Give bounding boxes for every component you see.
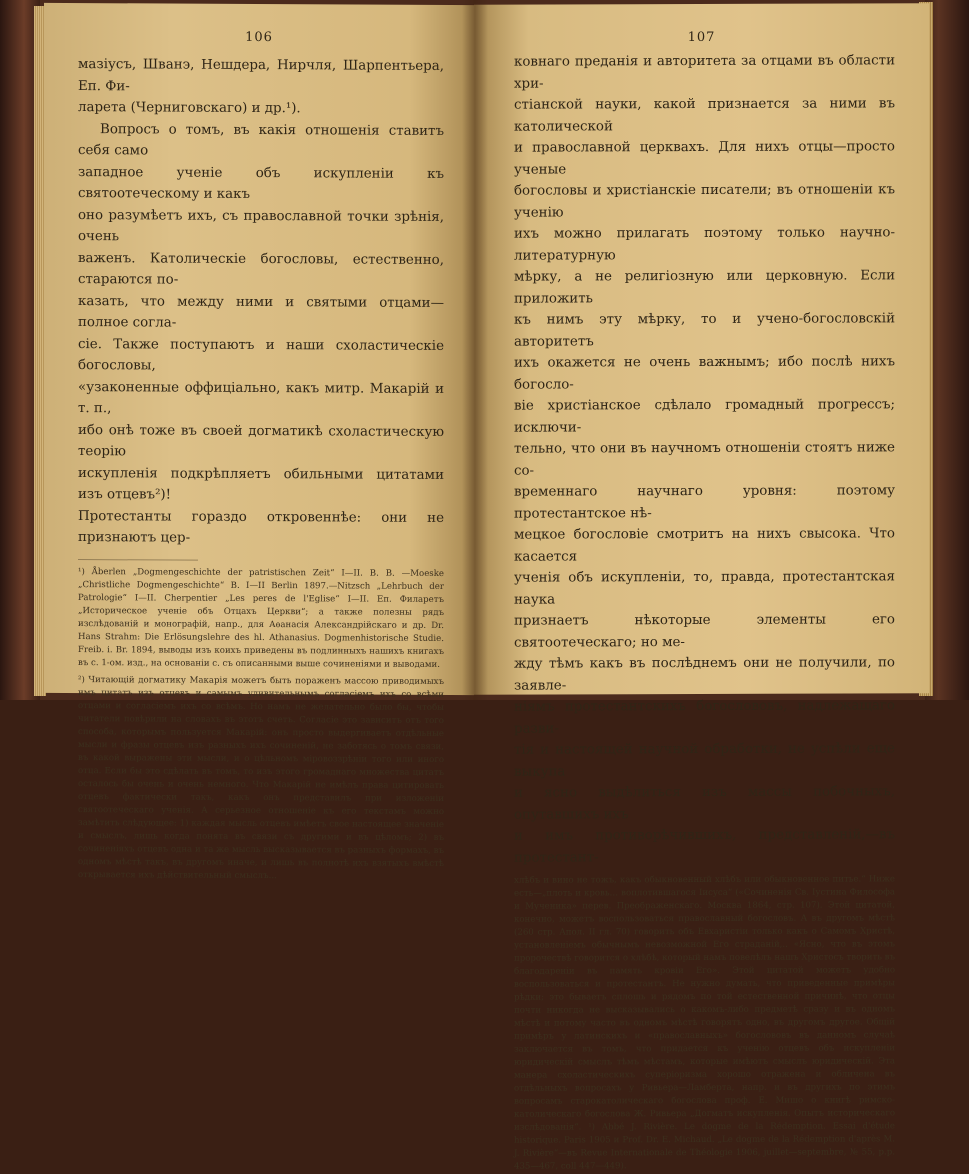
right-page (474, 3, 929, 1172)
text-line: ученія объ искупленіи, то, правда, протестантская наука (514, 569, 895, 608)
text-line: віе христіанское сдѣлало громадный прогрессъ; исключи- (514, 397, 895, 436)
text-line: признаетъ нѣкоторые элементы его святоотеческаго; но ме- (514, 612, 895, 651)
text-line: искупленія подкрѣпляетъ обильными цитатами изъ отцевъ²)! (78, 465, 444, 503)
text-line: оно разумѣетъ ихъ, съ православной точки зрѣнія, очень (78, 207, 444, 245)
text-line: временнаго научнаго уровня: поэтому протестантское нѣ- (514, 483, 895, 522)
footnote-continued: хлѣбъ и вино не тожъ, какъ обыкновенный хлѣбъ или обыкновенное питье.“ Ниже есть—„плоть и кровь… воплотившагося Іисуса“ («Сочиненія Св. Іустина Философа и Мученика» перев. Преображенскаго. Москва 1864, стр. 107). Этой цитатой, конечно, можетъ воспользоваться православный богословъ. А въ другомъ мѣстѣ (260 стр. Апол. II гл. 70) говорить объ Евхаристіи только какъ о Самомъ Христѣ, установленіемъ обычнымъ невозможной Его страданій,.. «Ясно, что въ этомъ пророчествѣ говорится о хлѣбѣ, который намъ повелѣлъ нашъ Христосъ творить въ благодареніи въ память кровіи Его». Этой цитатой можетъ удобно воспользоваться и протестантъ. Не нужно думать, что приведенные примѣры рѣдки; это бываетъ сплошь и рядомъ по той естественной причинѣ, что отцы почти никогда не высказывались о какомъ-либо предметѣ сразу и въ одномъ мѣстѣ и потому часто въ одномъ мѣстѣ говорятъ одно, въ другомъ другое. Общій примѣръ у латинскихъ и «православныхъ» богослововъ въ данномъ случаѣ заключается въ томъ, что придается къ ученію отцевъ объ искупленіи юридическій смыслъ тѣмъ мѣстамъ, которые имѣютъ смыслъ юридическій. Эта манера схоластическихъ суперіоризма хорошо отражена и обличена въ отдѣльныхъ вопросахъ у Ривьера—Ламберта, напр. и въ другихъ по этимъ вопросамъ старокатолическаго богослова проф. Е. Мишо о книгѣ римско-католическаго богослова Ж. Ривьера „Догматъ искупленія. Опытъ историческаго изслѣдованія“. ¹) Abbé J. Rivière. Le dogme de la Rédemption. Essai d'étude historique. Paris 1905 и Prof. Dr. E. Michaud. „Le dogme de la Rédemption d'après M. J. Rivière“—въ Revue Internationale de Théologie 1906, juillet—septembre, № 55, p.p. 435—467, сoll 447—449). (514, 874, 895, 1172)
left-page (44, 3, 474, 881)
text-line: и ясно выдѣлиться изъ массы побочныхъ, опутавшихъ ихъ (514, 784, 895, 823)
text-line: ибо онѣ тоже въ своей догматикѣ схоластическую теорію (78, 422, 444, 460)
text-line: ковнаго преданія и авторитета за отцами въ области хри- (514, 53, 895, 92)
text-line: мазіусъ, Шванэ, Нешдера, Нирчля, Шарпентьера, Еп. Фи- (78, 57, 444, 94)
text-line: казать, что между ними и святыми отцами—полное согла- (78, 293, 444, 331)
page-number-right: 107 (687, 29, 716, 46)
text-line: тельно, что они въ научномъ отношеніи стоятъ ниже со- (514, 440, 895, 479)
text-line: Вопросъ о томъ, въ какія отношенія ставитъ себя само (78, 121, 444, 159)
left-page-body (78, 54, 444, 550)
right-page-body (514, 50, 895, 868)
page-number-left: 106 (245, 29, 273, 46)
footnote-divider (78, 559, 198, 561)
text-line: мѣрку, а не религіозную или церковную. Если приложить (514, 268, 895, 307)
text-line: сіе. Также поступаютъ и наши схоластическіе богословы, (78, 336, 444, 374)
text-line: и имъ противорѣчившихъ, представленій,—въ протестант- (514, 827, 895, 866)
text-line: богословы и христіанскіе писатели; въ отношеніи къ ученію (514, 182, 895, 221)
text-line: западное ученіе объ искупленіи къ святоотеческому и какъ (78, 164, 444, 202)
text-line: стіанской науки, какой признается за ними въ католической (514, 96, 895, 135)
footnote-1: ¹) Åberlen „Dogmengeschichte der patristischen Zeit“ I—II. B. B. —Moeske „Christliche Dogmengeschichte“ B. I—II Berlin 1897.—Nitzsch „Lehrbuch der Patrologie“ I—II. Cherpentier „Les peres de l'Eglise“ I—II. Еп. Филаретъ „Историческое ученіе объ Отцахъ Церкви“; а также полезны рядъ изслѣдованій и монографій, напр., для Аѳанасія Александрійскаго и др. Dr. Hans Strahm: Die Erlösungslehre des hl. Athanasius. Dogmenhistorische Studie. Freib. i. Br. 1894, выводы изъ коихъ приведены въ подлинныхъ нашихъ книгахъ въ с. 1-ом. изд., на основаніи с. съ описанными выше сочиненіями и выводами. (78, 566, 444, 670)
text-line: ніямъ протестантскихъ богослововъ, надлежащаго разви- (514, 698, 895, 737)
text-line: и православной церквахъ. Для нихъ отцы—просто ученые (514, 139, 895, 178)
text-line: ихъ окажется не очень важнымъ; ибо послѣ нихъ богосло- (514, 354, 895, 393)
text-line: ихъ можно прилагать поэтому только научно-литературную (514, 225, 895, 264)
text-line: къ нимъ эту мѣрку, то и учено-богословскій авторитетъ (514, 311, 895, 350)
text-line: Протестанты гораздо откровеннѣе: они не признаютъ цер- (78, 508, 444, 546)
text-line: важенъ. Католическіе богословы, естественно, стараются по- (78, 250, 444, 288)
right-footnote (514, 873, 895, 1173)
left-footnotes (78, 566, 444, 884)
text-line: тія и настоящей научной обработки, не успѣли еще выкупа (514, 741, 895, 780)
text-line: «узаконенные оффиціально, какъ митр. Макарій и т. п., (78, 379, 444, 417)
text-line: ларета (Черниговскаго) и др.¹). (78, 100, 301, 117)
text-line: мецкое богословіе смотритъ на нихъ свысока. Что касается (514, 526, 895, 565)
footnote-2: ²) Читающій догматику Макарія можетъ быть пораженъ массою приводимыхъ имъ цитатъ изъ отцевъ и самымъ удивительнымъ согласіемъ ихъ со всѣми отцами и согласіемъ ихъ со всѣмъ. Но намъ не желательно было бы, чтобы читатели повѣрили на словахъ въ этотъ счетъ. Согласіе это зависитъ отъ того способа, которымъ пользуется Макарій: онъ просто выдергиваетъ отдѣльные мысли и фразы отцевъ изъ разныхъ ихъ сочиненій, не заботясь о томъ связи, въ какой выражены эти мысли, и о цѣльномъ міровоззрѣніи того или иного отца. Если бы это сдѣлать въ томъ, то изъ этого громаднаго множества цитатъ осталось бы очень и очень немного. Что Макарій не имѣлъ права цитировать отцевъ фактически такъ, какъ онъ представилъ при изложеніи святоотеческаго ученія. А серьезное отношеніе къ его текстамъ можно замѣтить слѣдующее: 1) каждая мысль отцевъ имѣетъ свое настоящее значеніе и смыслъ, лишь когда понята въ связи съ другими и въ цѣломъ; 2) въ сочиненіяхъ отцевъ одна и та же мысль высказывается въ разныхъ формахъ, въ одномъ мѣстѣ такъ, въ другомъ иначе, и лишь въ полнотѣ ихъ взятыхъ вмѣстѣ открывается ихъ дѣйствительный смыслъ... (78, 674, 444, 881)
text-line: жду тѣмъ какъ въ послѣднемъ они не получили, по заявле- (514, 655, 895, 694)
